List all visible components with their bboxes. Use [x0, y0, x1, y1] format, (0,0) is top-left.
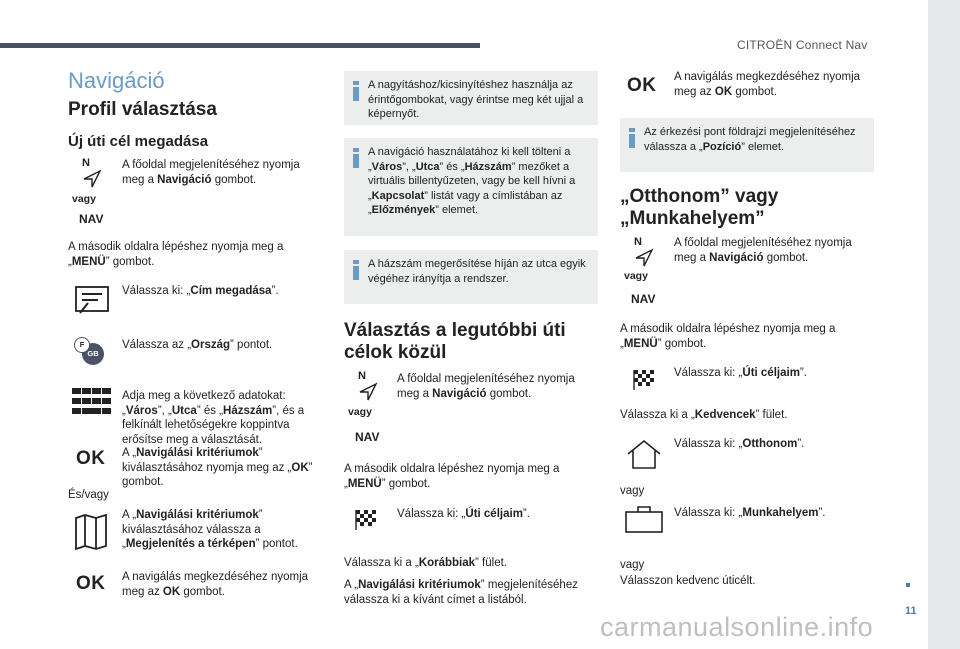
info-icon [353, 81, 359, 101]
header-bar [0, 43, 480, 48]
text-fooldal-3: A főoldal megjelenítéséhez nyomja meg a Navigáció gombot. [674, 237, 852, 264]
info-box-hazszam [344, 250, 598, 304]
ok-icon: OK [76, 448, 106, 469]
page-number: 11 [905, 605, 917, 617]
text-navigalasi-kriteriumok-ok: A „Navigálási kritériumok” kiválasztásához nyomja meg az „OK” gombot. [122, 447, 313, 488]
info-text-hazszam: A házszám megerősítése híján az utca egyik végéhez irányítja a rendszer. [368, 258, 586, 285]
vagy-label: vagy [348, 406, 372, 418]
text-masodik-oldal-2: A második oldalra lépéshez nyomja meg a „MENÜ” gombot. [344, 463, 560, 490]
text-masodik-oldal-3: A második oldalra lépéshez nyomja meg a „MENÜ” gombot. [620, 323, 836, 350]
text-navigalas-megkezdese: A navigálás megkezdéséhez nyomja meg az OK gombot. [122, 571, 309, 598]
arrow-icon [358, 382, 378, 402]
navigation-button-icon-2 [344, 370, 390, 444]
text-orszag: Válassza az „Ország” pontot. [122, 339, 273, 351]
heading-uj-uti-cel: Új úti cél megadása [68, 133, 209, 150]
ok-icon-3: OK [627, 75, 657, 96]
brand-label: CITROËN Connect Nav [737, 38, 868, 52]
text-uti-celjaim: Válassza ki: „Úti céljaim”. [397, 508, 530, 520]
info-text-pozicio: Az érkezési pont földrajzi megjelenítéséhez válassza a „Pozíció” elemet. [644, 126, 856, 153]
north-letter: N [634, 236, 642, 248]
navigation-button-icon-3 [620, 236, 666, 304]
ok-icon-2: OK [76, 573, 106, 594]
info-icon [353, 148, 359, 168]
arrow-icon [634, 248, 654, 268]
arrow-icon [82, 169, 102, 189]
text-vagy-1: vagy [620, 485, 645, 497]
text-kedvencek: Válassza ki a „Kedvencek” fület. [620, 409, 788, 421]
north-letter: N [358, 370, 366, 382]
info-icon [353, 260, 359, 280]
checkered-flag-icon-2 [632, 368, 658, 390]
text-megjelenites-terkepen: A „Navigálási kritériumok” kiválasztásához válassza a „Megjelenítés a térképen” pontot. [122, 509, 298, 550]
checkered-flag-icon [354, 508, 380, 530]
text-cim-megadasa: Válassza ki: „Cím megadása”. [122, 285, 279, 297]
info-box-mezok [344, 138, 598, 236]
info-text-mezok: A navigáció használatához ki kell tölteni a „Város”, „Utca” és „Házszám” mezőket a virtuális billentyűzeten, vagy be kell hívni a „Kapcsolat” listát vagy a címlistában az „Előzmények” elemet. [368, 146, 576, 216]
section-title: Navigáció [68, 68, 165, 93]
heading-profil: Profil választása [68, 99, 217, 120]
text-kedvenc-uticel: Válasszon kedvenc úticélt. [620, 575, 756, 587]
text-vagy-2: vagy [620, 559, 645, 571]
info-box-pozicio [620, 118, 874, 172]
page-marker [906, 583, 910, 587]
f-badge: F [74, 337, 90, 353]
text-masodik-oldal: A második oldalra lépéshez nyomja meg a „MENÜ” gombot. [68, 241, 284, 268]
map-icon [74, 514, 108, 550]
country-icon [74, 337, 104, 367]
vagy-label: vagy [624, 270, 648, 282]
nav-label: NAV [79, 212, 104, 226]
text-korabbiak: Válassza ki a „Korábbiak” fület. [344, 557, 507, 569]
heading-otthonom: „Otthonom” vagy „Munkahelyem” [620, 186, 779, 229]
text-munkahelyem: Válassza ki: „Munkahelyem”. [674, 507, 826, 519]
text-fooldal-2: A főoldal megjelenítéséhez nyomja meg a Navigáció gombot. [397, 373, 575, 400]
info-box-zoom [344, 71, 598, 125]
gb-badge: GB [82, 343, 104, 365]
north-letter: N [82, 157, 90, 169]
text-navigalas-megkezdese-2: A navigálás megkezdéséhez nyomja meg az OK gombot. [674, 71, 861, 98]
info-icon [629, 128, 635, 148]
navigation-button-icon [68, 157, 114, 225]
address-entry-icon [74, 283, 112, 315]
text-cim-listabol: A „Navigálási kritériumok” megjelenítéséhez válassza ki a kívánt címet a listából. [344, 579, 578, 606]
text-fooldal: A főoldal megjelenítéséhez nyomja meg a Navigáció gombot. [122, 159, 300, 186]
info-text-zoom: A nagyításhoz/kicsinyítéshez használja az érintőgombokat, vagy érintse meg két ujjal a képernyőt. [368, 79, 584, 120]
vagy-label: vagy [72, 193, 96, 205]
text-adja-meg: Adja meg a következő adatokat: „Város”, „Utca” és „Házszám”, és a felkínált lehetőségekre koppintva erősítse meg a választását. [122, 390, 305, 446]
work-icon [624, 504, 664, 534]
nav-label: NAV [355, 430, 380, 444]
side-band [928, 0, 960, 649]
keyboard-icon [72, 388, 112, 418]
text-uti-celjaim-2: Válassza ki: „Úti céljaim”. [674, 367, 807, 379]
home-icon [624, 438, 664, 470]
nav-label: NAV [631, 292, 656, 306]
heading-legutobbi: Választás a legutóbbi úti célok közül [344, 320, 566, 363]
text-es-vagy: És/vagy [68, 489, 109, 501]
watermark: carmanualsonline.info [600, 612, 874, 642]
text-otthonom: Válassza ki: „Otthonom”. [674, 438, 805, 450]
